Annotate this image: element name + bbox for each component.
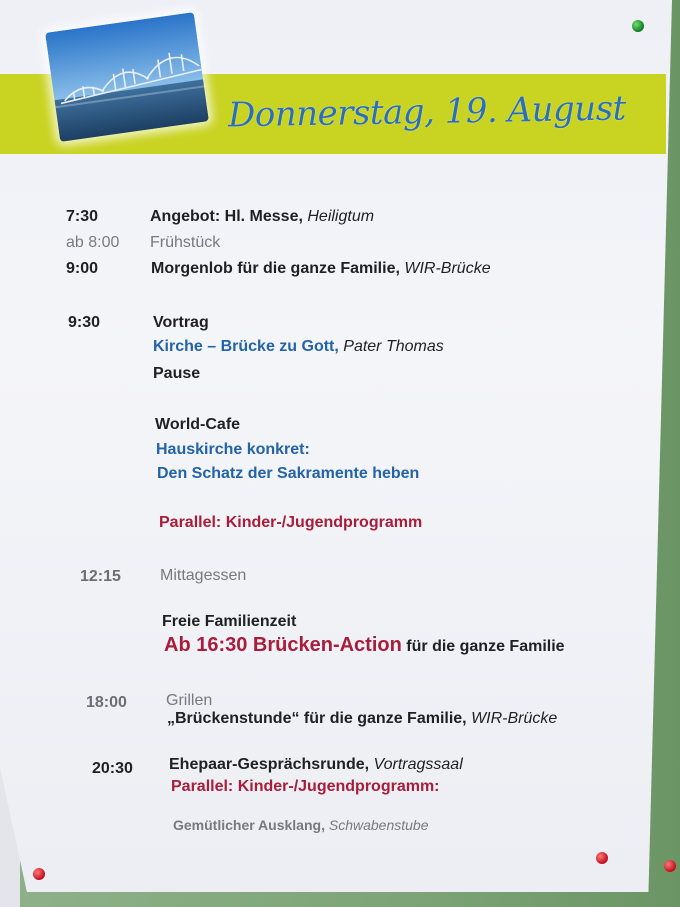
time-label: ab 8:00	[66, 234, 120, 251]
time-label: 9:00	[66, 260, 99, 277]
schedule-entry	[164, 634, 565, 657]
talk-title	[153, 338, 444, 356]
entry-place: Pater Thomas	[343, 338, 444, 355]
schedule-entry: Frühstück	[150, 234, 221, 251]
schedule-entry	[150, 208, 374, 226]
schedule-entry: Parallel: Kinder-/Jugendprogramm	[159, 514, 423, 531]
entry-place: Schwabenstube	[328, 817, 429, 833]
entry-text: „Brückenstunde“ für die ganze Familie,	[167, 710, 472, 727]
schedule-entry	[173, 817, 429, 833]
time-label: 9:30	[68, 314, 101, 331]
date-title: Donnerstag, 19. August	[227, 88, 627, 136]
entry-text: Ehepaar-Gesprächsrunde,	[169, 756, 374, 773]
time-label: 18:00	[86, 694, 127, 711]
entry-text: Ab 16:30 Brücken-Action	[164, 634, 402, 656]
schedule-entry: Vortrag	[153, 314, 209, 331]
entry-place: Heiligtum	[307, 208, 375, 225]
entry-place: WIR-Brücke	[471, 710, 558, 727]
schedule-entry: Den Schatz der Sakramente heben	[157, 465, 420, 482]
schedule-entry: Pause	[153, 365, 201, 382]
entry-place: Vortragssaal	[373, 756, 463, 773]
schedule-entry	[169, 756, 463, 774]
time-label: 7:30	[66, 208, 99, 225]
entry-text: Gemütlicher Ausklang,	[173, 817, 329, 833]
schedule-entry: Hauskirche konkret:	[156, 441, 310, 458]
schedule-entry	[167, 710, 557, 728]
time-label: 12:15	[80, 568, 121, 585]
schedule-entry: Mittagessen	[160, 567, 247, 584]
time-label: 20:30	[92, 760, 133, 777]
schedule-entry: Freie Familienzeit	[162, 613, 297, 630]
schedule-entry: World-Cafe	[155, 416, 241, 433]
entry-text: Kirche – Brücke zu Gott,	[153, 338, 344, 355]
entry-text: Morgenlob für die ganze Familie,	[151, 260, 405, 277]
schedule-entry: Parallel: Kinder-/Jugendprogramm:	[171, 778, 440, 795]
entry-text: Angebot: Hl. Messe,	[150, 208, 308, 225]
schedule-entry: Grillen	[166, 692, 213, 709]
entry-place: WIR-Brücke	[404, 260, 491, 277]
entry-suffix: für die ganze Familie	[401, 638, 565, 655]
schedule-entry	[151, 260, 491, 278]
